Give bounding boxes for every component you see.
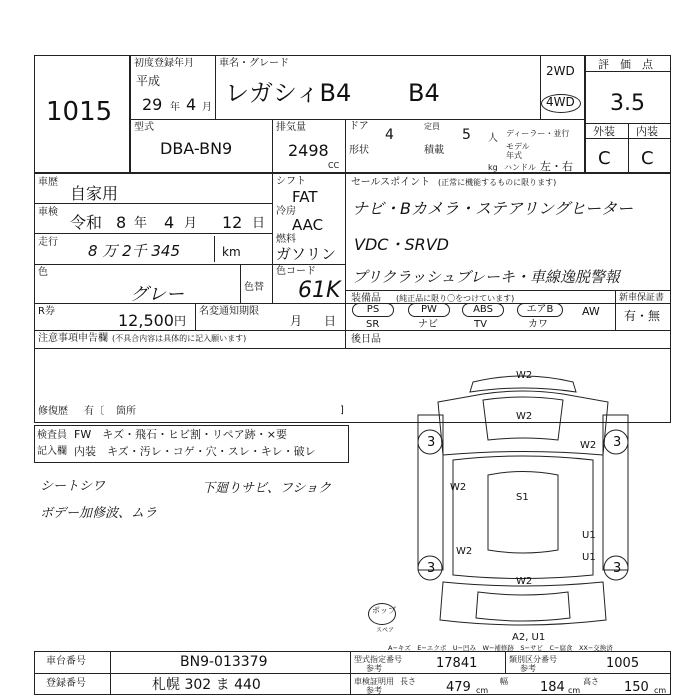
doors-label: ドア bbox=[349, 121, 369, 132]
notice-day: 日 bbox=[324, 314, 337, 328]
dealer-label: ディーラー・並行 bbox=[506, 129, 570, 138]
year-unit: 年 bbox=[170, 102, 180, 113]
equip-pw: PW bbox=[408, 303, 450, 317]
mark-a2-u1: A2, U1 bbox=[512, 632, 546, 643]
era-label: 平成 bbox=[136, 74, 161, 88]
tire-rear-left: 3 bbox=[427, 561, 436, 576]
category-no-label: 類別区分番号 bbox=[509, 655, 557, 664]
cert-label: 車検証明用 bbox=[354, 677, 394, 686]
doors-value: 4 bbox=[385, 127, 394, 143]
fuel-value: ガソリン bbox=[276, 245, 337, 263]
category-no: 1005 bbox=[606, 656, 640, 671]
note-seat-wrinkle: シートシワ bbox=[40, 479, 106, 494]
reg-no: 札幌 302 ま 440 bbox=[152, 677, 261, 693]
rear-label: 後日品 bbox=[351, 334, 381, 345]
remarks-note: (不具合内容は具体的に記入願います) bbox=[112, 334, 247, 343]
car-name-label: 車名・グレード bbox=[219, 58, 289, 69]
evaluation-score: 3.5 bbox=[610, 91, 645, 116]
type-designation: 17841 bbox=[436, 656, 478, 671]
note-body-repair: ボデー加修波、ムラ bbox=[40, 506, 158, 521]
equip-sr: SR bbox=[366, 319, 380, 330]
inspector-items: FW キズ・飛石・ヒビ割・リペア跡・×要 bbox=[74, 428, 287, 441]
width-label: 幅 bbox=[500, 677, 508, 686]
cc-unit: CC bbox=[328, 161, 340, 170]
first-reg-month: 4 bbox=[186, 95, 197, 114]
drive-2wd: 2WD bbox=[546, 64, 575, 78]
inspection-month: 4 bbox=[164, 213, 175, 232]
damage-legend: A−キズ E−エクボ U−凹み W−補修跡 S−サビ C−腐食 XX−交換済 bbox=[388, 644, 613, 652]
mark-w2-right: W2 bbox=[580, 440, 597, 451]
km-label: km bbox=[222, 245, 241, 259]
inspection-label: 車検 bbox=[38, 207, 58, 218]
displacement-value: 2498 bbox=[288, 141, 329, 160]
exterior-grade: C bbox=[598, 148, 611, 169]
inspection-era: 令和 bbox=[70, 213, 103, 232]
handle-value: 左・右 bbox=[540, 160, 573, 173]
interior-label: 内装 bbox=[636, 125, 658, 138]
color-code-value: 61K bbox=[298, 278, 341, 303]
aircon-label: 冷房 bbox=[276, 206, 296, 217]
first-reg-year: 29 bbox=[142, 95, 163, 114]
exterior-label: 外装 bbox=[593, 125, 615, 138]
equipment-note: (純正品に限り〇をつけています) bbox=[396, 294, 515, 303]
color-change-label: 色替 bbox=[244, 282, 264, 293]
repair-history-label: 修復歴 bbox=[38, 406, 68, 417]
inspection-year-unit: 年 bbox=[134, 216, 148, 231]
displacement-label: 排気量 bbox=[276, 122, 306, 133]
length-unit: cm bbox=[476, 686, 489, 695]
repair-bracket: ] bbox=[340, 405, 344, 416]
drive-4wd: 4WD bbox=[546, 95, 575, 109]
sales-points-note: (正常に機能するものに限ります) bbox=[438, 178, 557, 187]
person-unit: 人 bbox=[488, 133, 498, 144]
shift-value: FAT bbox=[292, 188, 318, 206]
type-designation-label: 型式指定番号 bbox=[354, 655, 402, 664]
chassis-no: BN9-013379 bbox=[180, 654, 268, 670]
height-label: 高さ bbox=[583, 677, 599, 686]
notes-items: 内装 キズ・汚レ・コゲ・穴・スレ・キレ・破レ bbox=[74, 445, 316, 458]
mark-w2-trunk: W2 bbox=[516, 576, 533, 587]
remarks-label: 注意事項申告欄 bbox=[38, 333, 108, 344]
model-value: DBA-BN9 bbox=[160, 139, 233, 158]
aircon-value: AAC bbox=[292, 216, 324, 234]
reg-no-label: 登録番号 bbox=[46, 678, 86, 689]
month-unit: 月 bbox=[202, 102, 212, 113]
mark-w2-lower-left: W2 bbox=[456, 546, 473, 557]
notice-month: 月 bbox=[290, 314, 303, 328]
color-label: 色 bbox=[38, 267, 48, 278]
repair-history-value: 有〔 bbox=[84, 406, 104, 417]
category-no-ref: 参考 bbox=[520, 664, 536, 673]
width-unit: cm bbox=[568, 686, 581, 695]
equip-aw: AW bbox=[582, 305, 600, 318]
sales-point-1: ナビ・Bカメラ・ステアリングヒーター bbox=[352, 199, 634, 218]
recycle-label: R券 bbox=[38, 306, 55, 317]
width-value: 184 bbox=[540, 680, 565, 695]
mileage-value: 8 万 2千 345 bbox=[88, 242, 181, 260]
lot-number: 1015 bbox=[46, 97, 113, 127]
chassis-no-label: 車台番号 bbox=[46, 656, 86, 667]
first-reg-label: 初度登録年月 bbox=[134, 58, 194, 69]
inspection-day-unit: 日 bbox=[252, 216, 266, 231]
evaluation-label: 評 価 点 bbox=[598, 58, 653, 71]
equip-airbag: エアB bbox=[517, 303, 563, 317]
equip-ps: PS bbox=[352, 303, 394, 317]
model-year-label: モデル年式 bbox=[506, 142, 530, 160]
warranty-label: 新車保証書 bbox=[619, 293, 665, 303]
inspection-year: 8 bbox=[116, 213, 127, 232]
mark-w2-left: W2 bbox=[450, 482, 467, 493]
capacity-label: 定員 bbox=[424, 122, 440, 131]
car-name: レガシィB4 bbox=[225, 79, 352, 107]
color-code-label: 色コード bbox=[276, 266, 316, 277]
sales-points-label: セールスポイント bbox=[351, 177, 431, 188]
spare-label: スペア bbox=[376, 627, 395, 634]
recycle-value: 12,500 bbox=[118, 311, 174, 330]
tire-front-right: 3 bbox=[613, 435, 622, 450]
mark-s1: S1 bbox=[516, 492, 529, 503]
color-value: グレー bbox=[130, 284, 184, 305]
mark-w2-hood: W2 bbox=[516, 411, 533, 422]
history-value: 自家用 bbox=[70, 184, 119, 203]
load-label: 積載 bbox=[424, 145, 444, 156]
equip-leather: カワ bbox=[528, 319, 548, 330]
tire-front-left: 3 bbox=[427, 435, 436, 450]
handle-label: ハンドル bbox=[504, 163, 536, 172]
notes-label: 記入欄 bbox=[37, 446, 67, 457]
mark-w2-top: W2 bbox=[516, 370, 533, 381]
notice-label: 名変通知期限 bbox=[199, 306, 259, 317]
model-label: 型式 bbox=[134, 122, 154, 133]
mark-u1: U1 bbox=[582, 530, 596, 541]
mileage-label: 走行 bbox=[38, 237, 58, 248]
history-label: 車歴 bbox=[38, 177, 58, 188]
equipment-label: 装備品 bbox=[351, 293, 381, 304]
tire-rear-right: 3 bbox=[613, 561, 622, 576]
note-underbody-rust: 下廻りサビ、フショク bbox=[202, 481, 332, 496]
inspection-day: 12 bbox=[222, 213, 243, 232]
repair-history-suffix: 箇所 bbox=[116, 406, 136, 417]
popu-label: ポップ bbox=[372, 606, 396, 615]
kg-label: kg bbox=[488, 163, 498, 172]
height-unit: cm bbox=[654, 686, 667, 695]
capacity-value: 5 bbox=[462, 127, 471, 143]
mark-u1-lower: U1 bbox=[582, 552, 596, 563]
height-value: 150 bbox=[624, 680, 649, 695]
inspector-label: 検査員 bbox=[37, 430, 67, 441]
fuel-label: 燃料 bbox=[276, 234, 296, 245]
sales-point-3: プリクラッシュブレーキ・車線逸脱警報 bbox=[352, 268, 620, 286]
equip-abs: ABS bbox=[462, 303, 504, 317]
interior-grade: C bbox=[641, 148, 654, 169]
equip-navi: ナビ bbox=[418, 319, 438, 330]
equip-tv: TV bbox=[474, 319, 487, 330]
inspection-month-unit: 月 bbox=[184, 216, 198, 231]
length-label: 長さ bbox=[400, 677, 416, 686]
warranty-value: 有・無 bbox=[624, 309, 661, 323]
shape-label: 形状 bbox=[349, 145, 369, 156]
length-value: 479 bbox=[446, 680, 471, 695]
type-designation-ref: 参考 bbox=[366, 664, 382, 673]
sales-point-2: VDC・SRVD bbox=[354, 235, 449, 254]
car-grade: B4 bbox=[408, 79, 440, 107]
yen-unit: 円 bbox=[174, 314, 187, 328]
shift-label: シフト bbox=[276, 176, 306, 187]
cert-ref: 参考 bbox=[366, 686, 382, 695]
